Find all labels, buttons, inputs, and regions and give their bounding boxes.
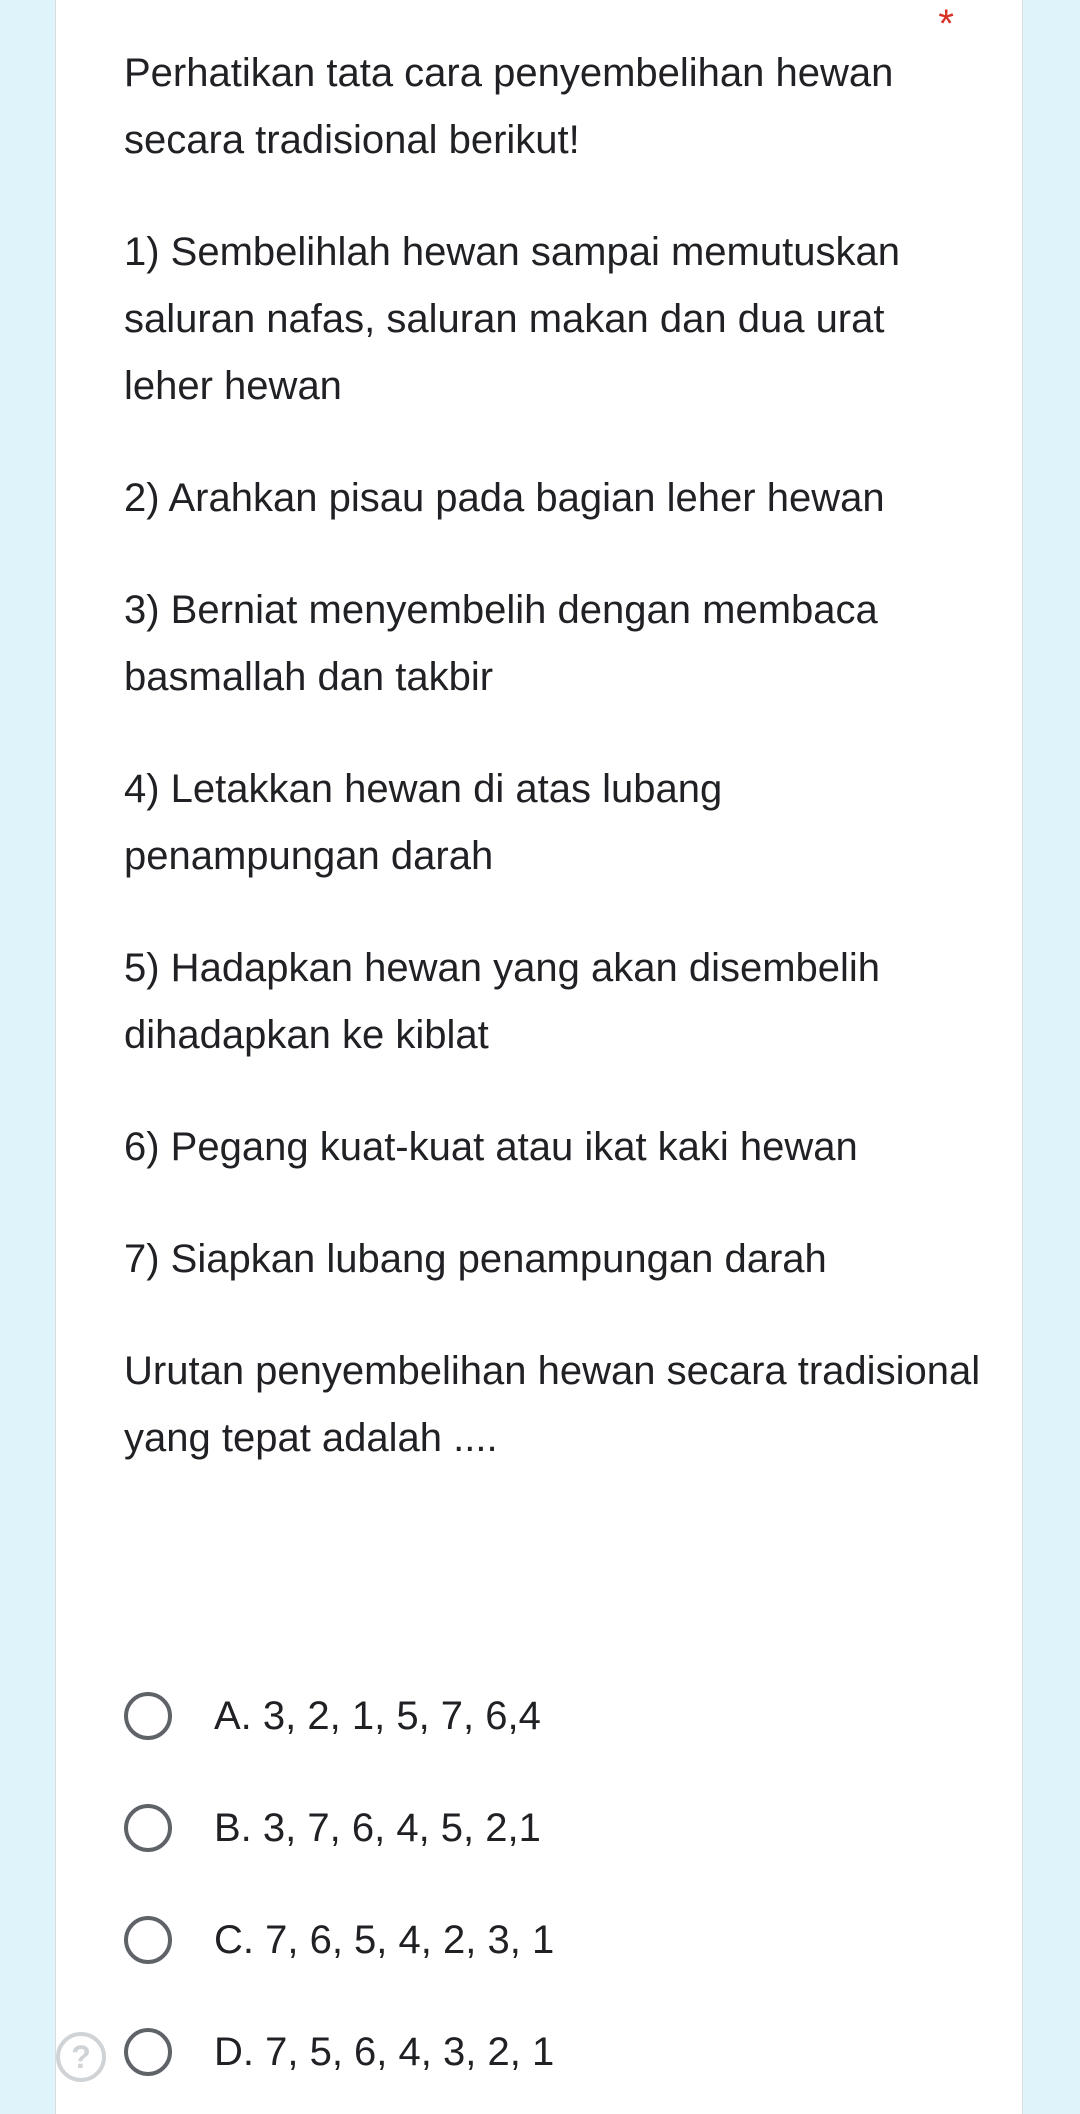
required-asterisk: *: [938, 2, 954, 46]
question-text: [124, 40, 984, 1517]
option-a-label: A. 3, 2, 1, 5, 7, 6,4: [214, 1693, 541, 1738]
step-4: 4) Letakkan hewan di atas lubang penampungan darah: [124, 767, 723, 878]
step-2: 2) Arahkan pisau pada bagian leher hewan: [124, 476, 885, 520]
question-intro: Perhatikan tata cara penyembelihan hewan secara tradisional berikut!: [124, 51, 894, 162]
option-c-label: C. 7, 6, 5, 4, 2, 3, 1: [214, 1917, 555, 1962]
question-card: [55, 0, 1023, 2114]
answer-options: [124, 1660, 984, 2108]
option-c[interactable]: [124, 1884, 984, 1996]
option-b-label: B. 3, 7, 6, 4, 5, 2,1: [214, 1805, 541, 1850]
option-b[interactable]: [124, 1772, 984, 1884]
radio-button-d[interactable]: [124, 2028, 172, 2076]
option-d[interactable]: [124, 1996, 984, 2108]
step-3: 3) Berniat menyembelih dengan membaca basmallah dan takbir: [124, 588, 878, 699]
step-7: 7) Siapkan lubang penampungan darah: [124, 1237, 827, 1281]
radio-button-c[interactable]: [124, 1916, 172, 1964]
option-a[interactable]: [124, 1660, 984, 1772]
step-6: 6) Pegang kuat-kuat atau ikat kaki hewan: [124, 1125, 858, 1169]
help-icon[interactable]: ?: [56, 2032, 106, 2082]
step-1: 1) Sembelihlah hewan sampai memutuskan saluran nafas, saluran makan dan dua urat leher hewan: [124, 230, 900, 408]
step-5: 5) Hadapkan hewan yang akan disembelih dihadapkan ke kiblat: [124, 946, 881, 1057]
question-prompt: Urutan penyembelihan hewan secara tradisional yang tepat adalah ....: [124, 1349, 981, 1460]
radio-button-a[interactable]: [124, 1692, 172, 1740]
option-d-label: D. 7, 5, 6, 4, 3, 2, 1: [214, 2029, 555, 2074]
radio-button-b[interactable]: [124, 1804, 172, 1852]
